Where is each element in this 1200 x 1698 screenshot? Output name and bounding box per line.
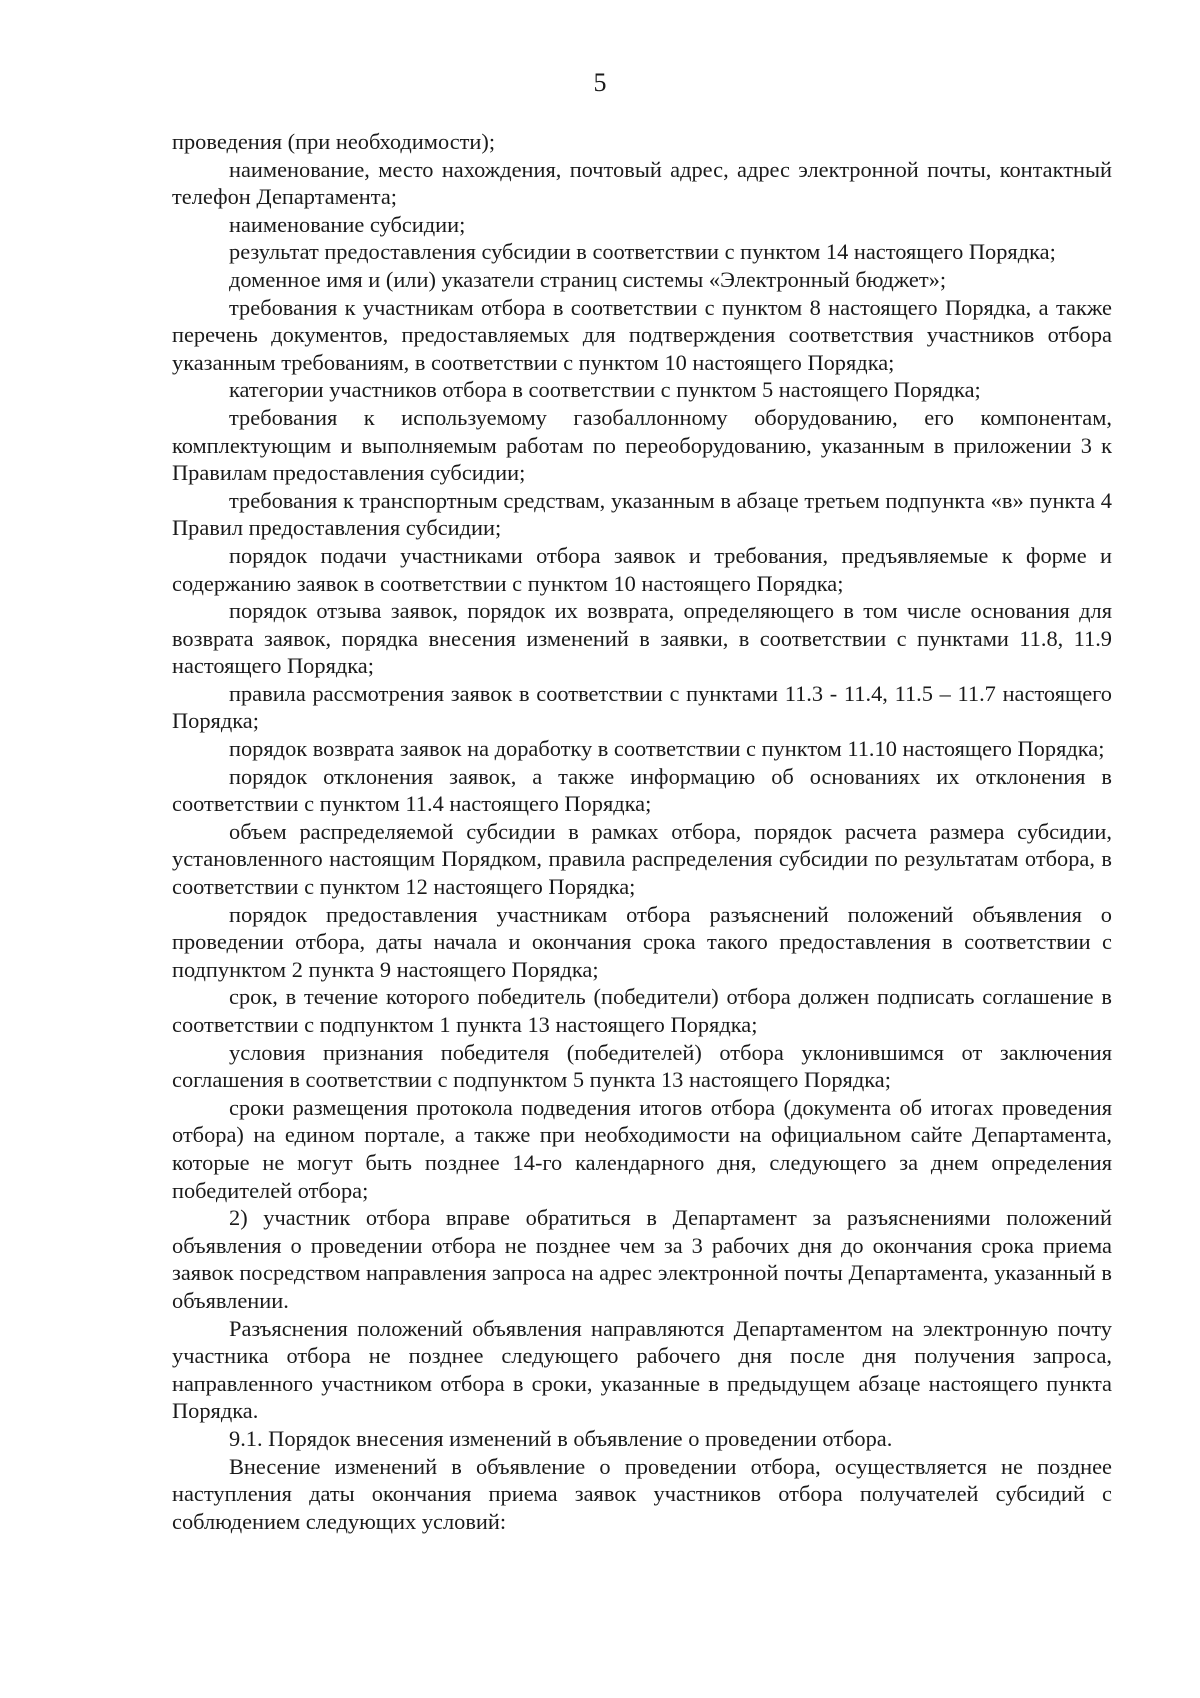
- paragraph: правила рассмотрения заявок в соответствии с пунктами 11.3 - 11.4, 11.5 – 11.7 настоящего Порядка;: [172, 680, 1112, 734]
- paragraph: требования к используемому газобаллонному оборудованию, его компонентам, комплектующим и выполняемым работам по переоборудованию, указанным в приложении 3 к Правилам предоставления субсидии;: [172, 404, 1112, 486]
- paragraph: категории участников отбора в соответствии с пунктом 5 настоящего Порядка;: [229, 377, 981, 403]
- paragraph: наименование, место нахождения, почтовый адрес, адрес электронной почты, контактный телефон Департамента;: [172, 156, 1112, 210]
- paragraph: наименование субсидии;: [229, 211, 466, 237]
- paragraph: 9.1. Порядок внесения изменений в объявление о проведении отбора.: [229, 1425, 893, 1451]
- paragraph: объем распределяемой субсидии в рамках отбора, порядок расчета размера субсидии, установленного настоящим Порядком, правила распределения субсидии по результатам отбора, в соответствии с пунктом 12 настоящего Порядка;: [172, 818, 1112, 900]
- paragraph: порядок отклонения заявок, а также информацию об основаниях их отклонения в соответствии с пунктом 11.4 настоящего Порядка;: [172, 763, 1112, 817]
- paragraph: порядок предоставления участникам отбора разъяснений положений объявления о проведении отбора, даты начала и окончания срока такого предоставления в соответствии с подпунктом 2 пункта 9 настоящего Порядка;: [172, 901, 1112, 982]
- paragraph: порядок подачи участниками отбора заявок и требования, предъявляемые к форме и содержанию заявок в соответствии с пунктом 10 настоящего Порядка;: [172, 542, 1112, 596]
- document-body: [172, 128, 1112, 1535]
- paragraph: условия признания победителя (победителей) отбора уклонившимся от заключения соглашения в соответствии с подпунктом 5 пункта 13 настоящего Порядка;: [172, 1039, 1112, 1093]
- paragraph: 2) участник отбора вправе обратиться в Департамент за разъяснениями положений объявления о проведении отбора не позднее чем за 3 рабочих дня до окончания срока приема заявок посредством направления запроса на адрес электронной почты Департамента, указанный в объявлении.: [172, 1205, 1112, 1313]
- paragraph: результат предоставления субсидии в соответствии с пунктом 14 настоящего Порядка;: [229, 239, 1056, 265]
- paragraph: порядок возврата заявок на доработку в соответствии с пунктом 11.10 настоящего Порядка;: [229, 736, 1105, 762]
- page-number: 5: [593, 68, 607, 97]
- paragraph: сроки размещения протокола подведения итогов отбора (документа об итогах проведения отбора) на едином портале, а также при необходимости на официальном сайте Департамента, которые не могут быть позднее 14-го календарного дня, следующего за днем определения победителей отбора;: [172, 1094, 1112, 1203]
- paragraph: Разъяснения положений объявления направляются Департаментом на электронную почту участника отбора не позднее следующего рабочего дня после дня получения запроса, направленного участником отбора в сроки, указанные в предыдущем абзаце настоящего пункта Порядка.: [172, 1315, 1112, 1424]
- paragraph: порядок отзыва заявок, порядок их возврата, определяющего в том числе основания для возврата заявок, порядка внесения изменений в заявки, в соответствии с пунктами 11.8, 11.9 настоящего Порядка;: [172, 598, 1112, 679]
- paragraph: требования к участникам отбора в соответствии с пунктом 8 настоящего Порядка, а также перечень документов, предоставляемых для подтверждения соответствия участников отбора указанным требованиям, в соответствии с пунктом 10 настоящего Порядка;: [172, 294, 1112, 375]
- paragraph: доменное имя и (или) указатели страниц системы «Электронный бюджет»;: [229, 266, 947, 292]
- paragraph: Внесение изменений в объявление о проведении отбора, осуществляется не позднее наступления даты окончания приема заявок участников отбора получателей субсидий с соблюдением следующих условий:: [172, 1453, 1112, 1534]
- paragraph: срок, в течение которого победитель (победители) отбора должен подписать соглашение в соответствии с подпунктом 1 пункта 13 настоящего Порядка;: [172, 984, 1112, 1037]
- paragraph: требования к транспортным средствам, указанным в абзаце третьем подпункта «в» пункта 4 Правил предоставления субсидии;: [172, 487, 1112, 541]
- paragraph: проведения (при необходимости);: [172, 129, 496, 154]
